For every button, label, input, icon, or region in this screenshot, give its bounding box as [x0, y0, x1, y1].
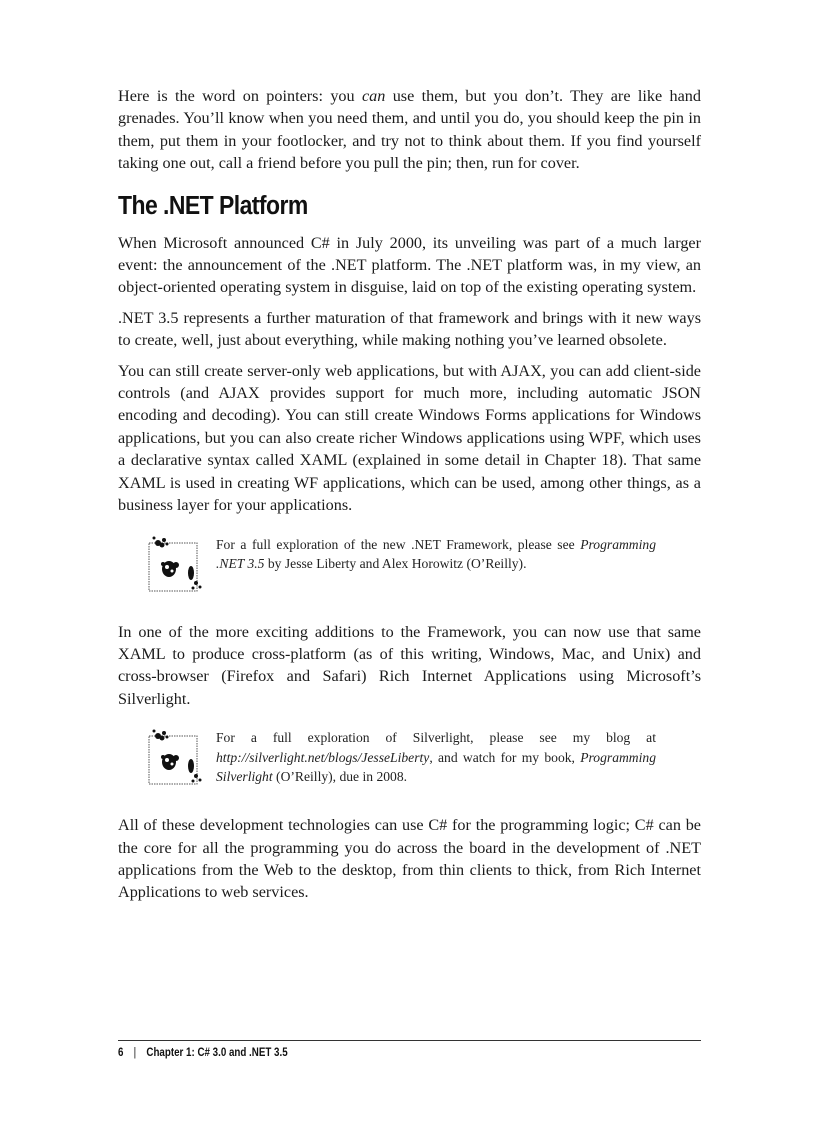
page-body [118, 85, 701, 912]
note-box [146, 724, 701, 790]
tarsier-note-icon [146, 531, 210, 597]
tarsier-note-icon [146, 724, 210, 790]
footer-separator: | [133, 1047, 137, 1059]
paragraph: You can still create server-only web applications, but with AJAX, you can add client-side controls (and AJAX provides support for much more, including automatic JSON encoding and decoding). You can still create Windows Forms applications for Windows applications, but you can also create richer Windows applications using WPF, which uses a declarative syntax called XAML (explained in some detail in Chapter 18). That same XAML is used in creating WF applications, which can be used, among other things, as a business layer for your applications. [118, 361, 701, 515]
paragraph: All of these development technologies can use C# for the programming logic; C# can be the core for all the programming you do across the board in the development of .NET applications from the Web to the desktop, from thin clients to thick, from Rich Internet Applications to web services. [118, 816, 701, 902]
blog-url: http://silverlight.net/blogs/JesseLiberty [216, 749, 430, 765]
paragraph: .NET 3.5 represents a further maturation of that framework and brings with it new ways to create, well, just about everything, while making nothing you’ve learned obsolete. [118, 308, 701, 350]
page-number: 6 [118, 1047, 124, 1059]
running-chapter-title: Chapter 1: C# 3.0 and .NET 3.5 [146, 1047, 288, 1059]
section-heading: The .NET Platform [118, 191, 308, 220]
paragraph: When Microsoft announced C# in July 2000, its unveiling was part of a much larger event: the announcement of the .NET platform. The .NET platform was, in my view, an object-oriented operating system in disguise, laid on top of the existing operating system. [118, 233, 701, 297]
paragraph: In one of the more exciting additions to the Framework, you can now use that same XAML to produce cross-platform (as of this writing, Windows, Mac, and Unix) and cross-browser (Firefox and Safari) Rich Internet Applications using Microsoft’s Silverlight. [118, 622, 701, 708]
note-text: For a full exploration of the new .NET Framework, please see Programming .NET 3.5 by Jesse Liberty and Alex Horowitz (O’Reilly). [216, 536, 656, 571]
note-box [146, 531, 701, 597]
page-footer [118, 1040, 701, 1059]
note-text: For a full exploration of Silverlight, please see my blog at http://silverlight.net/blogs/JesseLiberty, and watch for my book, Programming Silverlight (O’Reilly), due in 2008. [216, 730, 656, 784]
paragraph: Here is the word on pointers: you can use them, but you don’t. They are like hand grenades. You’ll know when you need them, and until you do, you should keep the pin in them, put them in your footlocker, and try not to think about them. If you find yourself taking one out, call a friend before you pull the pin; then, run for cover. [118, 87, 701, 173]
